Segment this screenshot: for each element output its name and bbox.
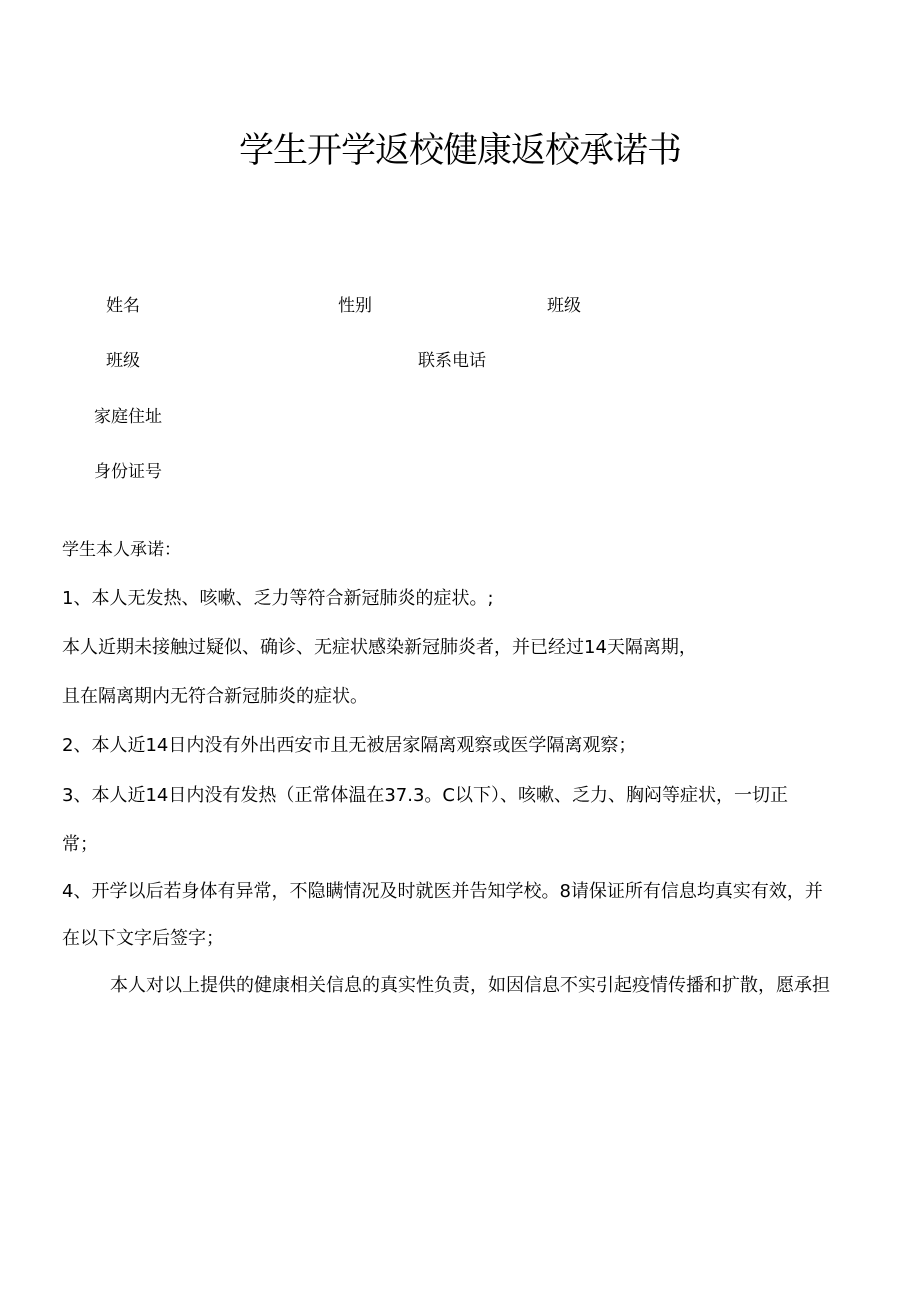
commitment-item-1-quarantine: 且在隔离期内无符合新冠肺炎的症状。 [62,686,368,707]
document-title: 学生开学返校健康返校承诺书 [238,131,681,171]
name-field-label: 姓名 [106,296,140,316]
declaration-text: 本人对以上提供的健康相关信息的真实性负责，如因信息不实引起疫情传播和扩散，愿承担 [110,975,830,996]
commitment-item-2: 2、本人近14日内没有外出西安市且无被居家隔离观察或医学隔离观察； [62,735,637,756]
phone-field-label: 联系电话 [418,351,486,371]
commitment-item-3: 3、本人近14日内没有发热（正常体温在37.3。C以下）、咳嗽、乏力、胸闷等症状，一切正 [62,785,788,806]
class-field-label: 班级 [106,351,140,371]
commitment-heading: 学生本人承诺： [62,540,181,560]
address-field-label: 家庭住址 [94,407,162,427]
commitment-item-4-continued: 在以下文字后签字； [62,928,224,949]
class-field-label-top: 班级 [547,296,581,316]
commitment-item-4: 4、开学以后若身体有异常，不隐瞒情况及时就医并告知学校。8请保证所有信息均真实有效，并 [62,881,823,902]
commitment-item-1: 1、本人无发热、咳嗽、乏力等符合新冠肺炎的症状。; [62,588,494,609]
commitment-item-1-contact: 本人近期未接触过疑似、确诊、无症状感染新冠肺炎者，并已经过14天隔离期， [62,637,697,658]
gender-field-label: 性别 [338,296,372,316]
id-number-field-label: 身份证号 [94,462,162,482]
commitment-item-3-continued: 常； [62,834,98,855]
